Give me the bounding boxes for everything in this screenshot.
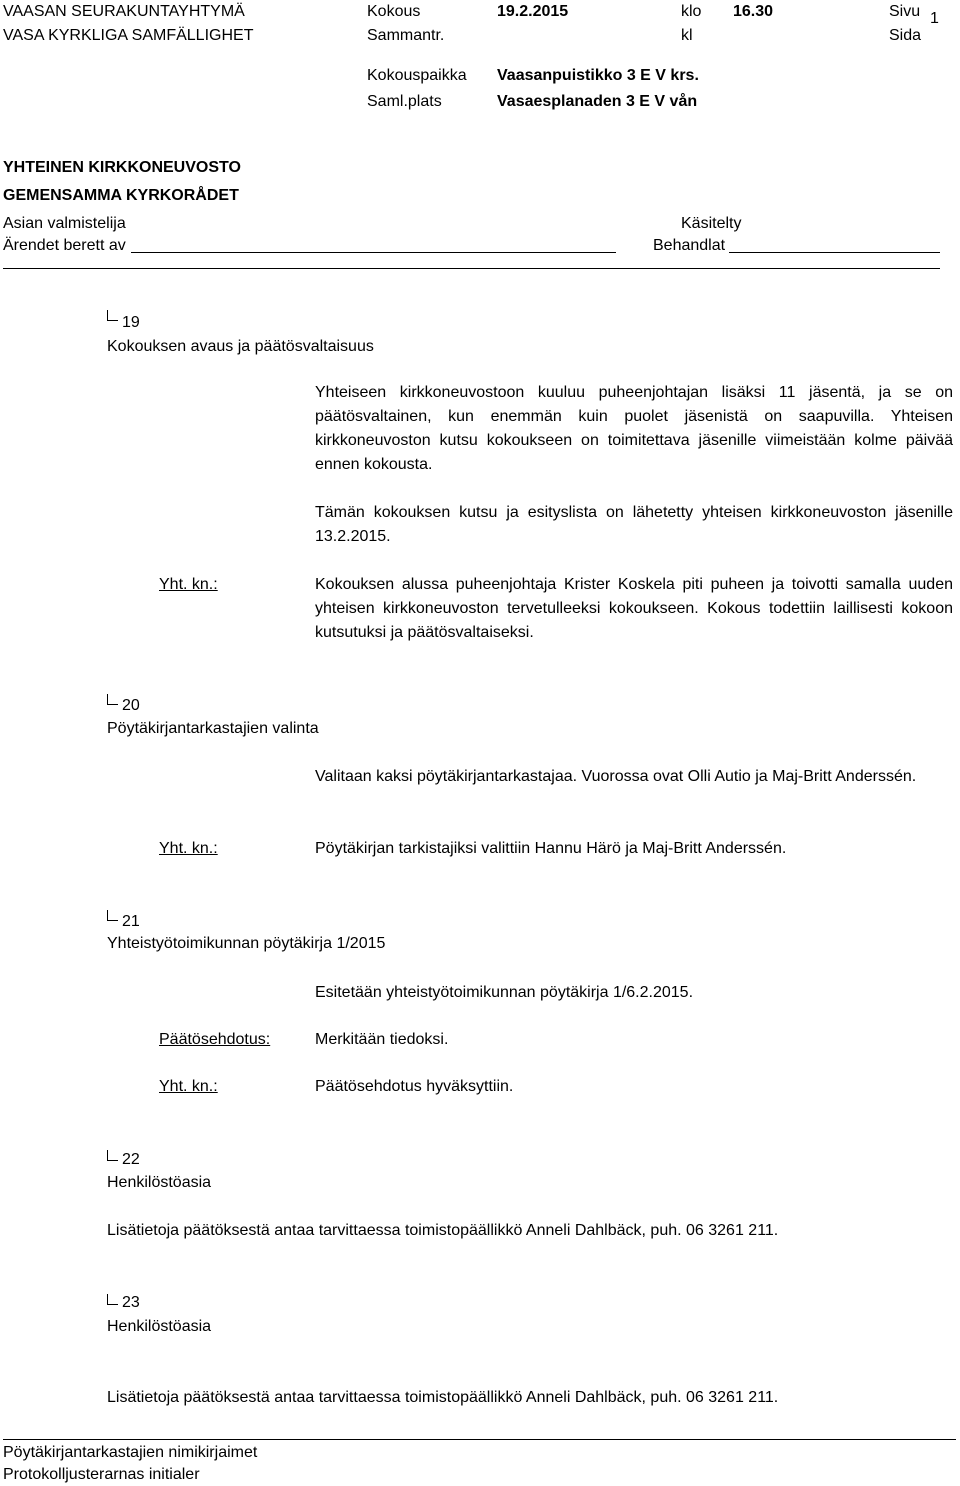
- section-paragraph: Valitaan kaksi pöytäkirjantarkastajaa. Vuorossa ovat Olli Autio ja Maj-Britt Anderssén.: [315, 768, 917, 785]
- decision-label: Yht. kn.:: [159, 840, 218, 857]
- page-label-fi: Sivu: [889, 3, 921, 20]
- section-number: 21: [122, 913, 140, 930]
- place-label-fi: Kokouspaikka: [367, 67, 467, 84]
- section-mark: [107, 310, 118, 321]
- preparer-label-sv: Ärendet berett av: [3, 237, 126, 254]
- section-title: Kokouksen avaus ja päätösvaltaisuus: [107, 338, 374, 355]
- section-mark: [107, 694, 118, 705]
- section-title: Pöytäkirjantarkastajien valinta: [107, 720, 319, 737]
- section-title: Yhteistyötoimikunnan pöytäkirja 1/2015: [107, 935, 386, 952]
- decision-label: Yht. kn.:: [159, 576, 218, 593]
- handled-label-fi: Käsitelty: [681, 215, 742, 232]
- handled-line: [729, 252, 940, 253]
- decision-label: Yht. kn.:: [159, 1078, 218, 1095]
- initials-label-sv: Protokolljusterarnas initialer: [3, 1466, 200, 1483]
- place-fi: Vaasanpuistikko 3 E V krs.: [497, 67, 699, 84]
- body-name-sv: GEMENSAMMA KYRKORÅDET: [3, 187, 239, 204]
- page-number: 1: [930, 10, 939, 27]
- page-label-sv: Sida: [889, 27, 922, 44]
- time-label-sv: kl: [681, 27, 693, 44]
- section-title: Henkilöstöasia: [107, 1318, 212, 1335]
- meeting-label-sv: Sammantr.: [367, 27, 445, 44]
- handled-label-sv: Behandlat: [653, 237, 726, 254]
- initials-label-fi: Pöytäkirjantarkastajien nimikirjaimet: [3, 1444, 258, 1461]
- meeting-date: 19.2.2015: [497, 3, 569, 20]
- info-text: Lisätietoja päätöksestä antaa tarvittaessa toimistopäällikkö Anneli Dahlbäck, puh. 06 3261 211.: [107, 1222, 779, 1239]
- section-mark: [107, 1150, 118, 1161]
- section-number: 20: [122, 697, 140, 714]
- info-text: Lisätietoja päätöksestä antaa tarvittaessa toimistopäällikkö Anneli Dahlbäck, puh. 06 3261 211.: [107, 1389, 779, 1406]
- place-sv: Vasaesplanaden 3 E V vån: [497, 93, 698, 110]
- body-name-fi: YHTEINEN KIRKKONEUVOSTO: [3, 159, 241, 176]
- decision-text: Pöytäkirjan tarkistajiksi valittiin Hannu Härö ja Maj-Britt Anderssén.: [315, 840, 787, 857]
- meeting-time: 16.30: [733, 3, 774, 20]
- preparer-label-fi: Asian valmistelija: [3, 215, 126, 232]
- proposal-text: Merkitään tiedoksi.: [315, 1031, 449, 1048]
- org-name-sv: VASA KYRKLIGA SAMFÄLLIGHET: [3, 27, 254, 44]
- section-number: 22: [122, 1151, 140, 1168]
- section-number: 23: [122, 1294, 140, 1311]
- decision-text: Kokouksen alussa puheenjohtaja Krister Koskela piti puheen ja toivotti samalla uuden yhteisen kirkkoneuvoston tervetulleeksi kokoukseen. Kokous todettiin laillisesti kokoon kutsutuksi ja päätösvaltaiseksi.: [315, 576, 953, 641]
- section-title: Henkilöstöasia: [107, 1174, 212, 1191]
- time-label-fi: klo: [681, 3, 702, 20]
- proposal-label: Päätösehdotus:: [159, 1031, 271, 1048]
- preparer-line: [131, 252, 616, 253]
- section-number: 19: [122, 314, 140, 331]
- place-label-sv: Saml.plats: [367, 93, 442, 110]
- decision-text: Päätösehdotus hyväksyttiin.: [315, 1078, 514, 1095]
- meeting-label-fi: Kokous: [367, 3, 421, 20]
- org-name-fi: VAASAN SEURAKUNTAYHTYMÄ: [3, 3, 245, 20]
- section-mark: [107, 1294, 118, 1305]
- section-paragraph: Tämän kokouksen kutsu ja esityslista on lähetetty yhteisen kirkkoneuvoston jäsenille 13.2.2015.: [315, 504, 953, 545]
- section-mark: [107, 910, 118, 921]
- header-divider: [3, 268, 940, 269]
- section-paragraph: Esitetään yhteistyötoimikunnan pöytäkirja 1/6.2.2015.: [315, 984, 694, 1001]
- section-paragraph: Yhteiseen kirkkoneuvostoon kuuluu puheenjohtajan lisäksi 11 jäsentä, ja se on päätösvaltainen, kun enemmän kuin puolet jäsenistä on saapuvilla. Yhteisen kirkkoneuvoston kutsu kokoukseen on toimitettava jäsenille viimeistään kolme päivää ennen kokousta.: [315, 384, 953, 473]
- footer-divider: [3, 1439, 956, 1440]
